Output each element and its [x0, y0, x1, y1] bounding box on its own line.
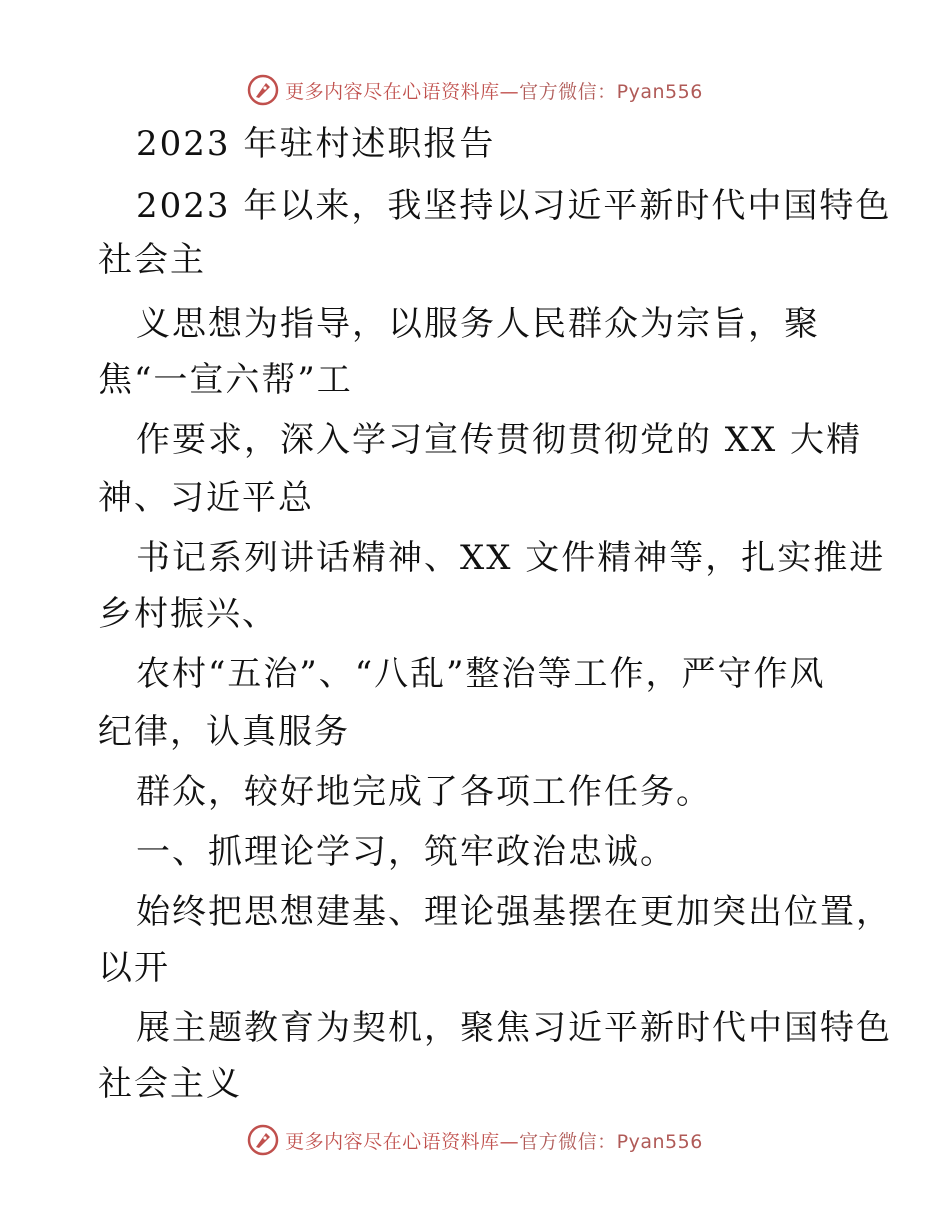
- section-heading: 一、抓理论学习，筑牢政治忠诚。: [136, 832, 676, 872]
- watermark-main: 更多内容尽在心语资料库: [285, 1130, 500, 1153]
- paragraph-line: 以开: [98, 948, 170, 988]
- paragraph-line: 神、习近平总: [98, 478, 314, 518]
- watermark-tail: 官方微信：Pyan556: [519, 1130, 703, 1153]
- watermark-main: 更多内容尽在心语资料库: [285, 80, 500, 103]
- paragraph-line: 展主题教育为契机，聚焦习近平新时代中国特色: [136, 1008, 892, 1048]
- paragraph-line: 乡村振兴、: [98, 594, 278, 634]
- paragraph-line: 始终把思想建基、理论强基摆在更加突出位置，: [136, 892, 892, 932]
- paragraph-line: 社会主义: [98, 1064, 242, 1104]
- pen-nib-logo-icon: [247, 74, 279, 106]
- paragraph-line: 农村“五治”、“八乱”整治等工作，严守作风: [136, 654, 826, 694]
- paragraph-line: 2023 年以来，我坚持以习近平新时代中国特色: [136, 186, 892, 226]
- watermark-dash: —: [499, 1130, 520, 1153]
- paragraph-line: 义思想为指导，以服务人民群众为宗旨，聚: [136, 304, 820, 344]
- paragraph-line: 群众，较好地完成了各项工作任务。: [136, 772, 712, 812]
- pen-nib-logo-icon: [247, 1124, 279, 1156]
- paragraph-line: 焦“一宣六帮”工: [98, 360, 353, 400]
- header-watermark: [0, 74, 950, 106]
- watermark-dash: —: [499, 80, 520, 103]
- document-title: 2023 年驻村述职报告: [136, 124, 496, 164]
- footer-watermark: [0, 1124, 950, 1156]
- paragraph-line: 书记系列讲话精神、XX 文件精神等，扎实推进: [136, 538, 886, 578]
- watermark-text: [285, 77, 703, 104]
- paragraph-line: 纪律，认真服务: [98, 712, 350, 752]
- watermark-tail: 官方微信：Pyan556: [519, 80, 703, 103]
- paragraph-line: 作要求，深入学习宣传贯彻贯彻党的 XX 大精: [136, 420, 863, 460]
- watermark-text: [285, 1127, 703, 1154]
- paragraph-line: 社会主: [98, 240, 206, 280]
